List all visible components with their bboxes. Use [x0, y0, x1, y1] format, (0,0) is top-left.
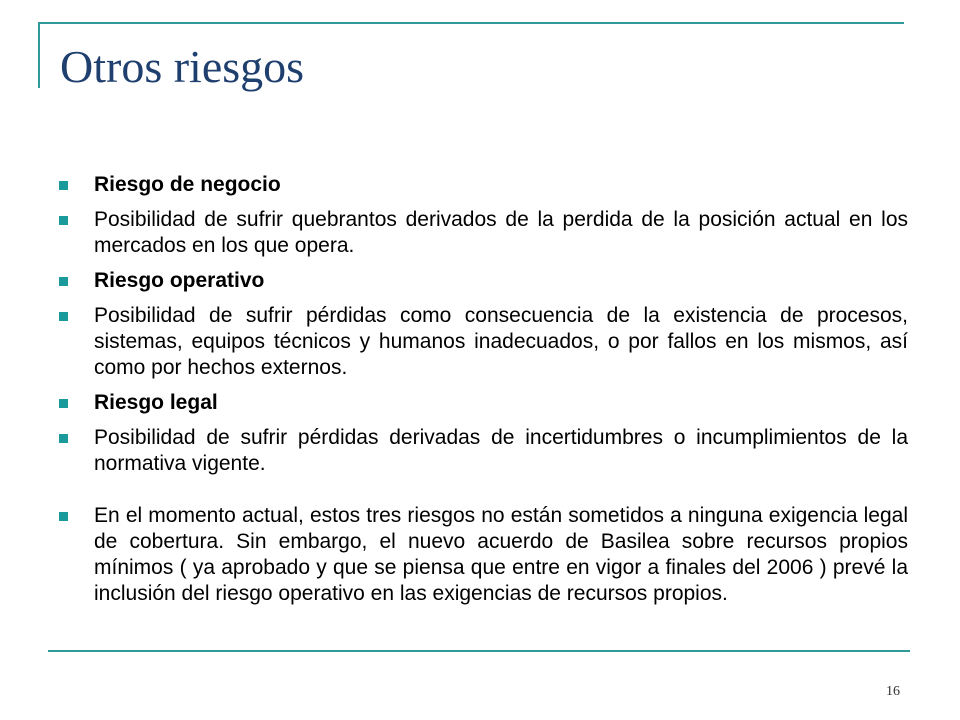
square-bullet-icon — [59, 512, 68, 521]
list-item — [56, 303, 908, 381]
list-item-text: Posibilidad de sufrir quebrantos derivados de la perdida de la posición actual en los mercados en los que opera. — [94, 208, 908, 257]
list-item — [56, 503, 908, 607]
top-rule — [38, 22, 904, 24]
list-item-text: Riesgo operativo — [94, 269, 265, 292]
bullet-list — [56, 172, 908, 616]
square-bullet-icon — [59, 434, 68, 443]
list-item — [56, 207, 908, 259]
square-bullet-icon — [59, 181, 68, 190]
square-bullet-icon — [59, 277, 68, 286]
slide-title: Otros riesgos — [60, 41, 305, 92]
list-item-text: En el momento actual, estos tres riesgos no están sometidos a ninguna exigencia legal de cobertura. Sin embargo, el nuevo acuerdo de Basilea sobre recursos propios mínimos ( ya aprobado y que se piensa que entre en vigor a finales del 2006 ) prevé la inclusión del riesgo operativo en las exigencias de recursos propios. — [94, 504, 908, 605]
square-bullet-icon — [59, 216, 68, 225]
list-item — [56, 172, 908, 198]
square-bullet-icon — [59, 399, 68, 408]
list-item-text: Riesgo de negocio — [94, 173, 281, 196]
list-item-text: Posibilidad de sufrir pérdidas derivadas de incertidumbres o incumplimientos de la normativa vigente. — [94, 426, 908, 475]
bottom-rule — [48, 650, 910, 652]
left-rule — [38, 22, 40, 88]
square-bullet-icon — [59, 312, 68, 321]
list-item-text: Riesgo legal — [94, 391, 218, 414]
page-number: 16 — [886, 684, 900, 699]
list-item — [56, 390, 908, 416]
list-item-text: Posibilidad de sufrir pérdidas como consecuencia de la existencia de procesos, sistemas, equipos técnicos y humanos inadecuados, o por fallos en los mismos, así como por hechos externos. — [94, 304, 908, 379]
list-item — [56, 425, 908, 477]
list-item — [56, 268, 908, 294]
